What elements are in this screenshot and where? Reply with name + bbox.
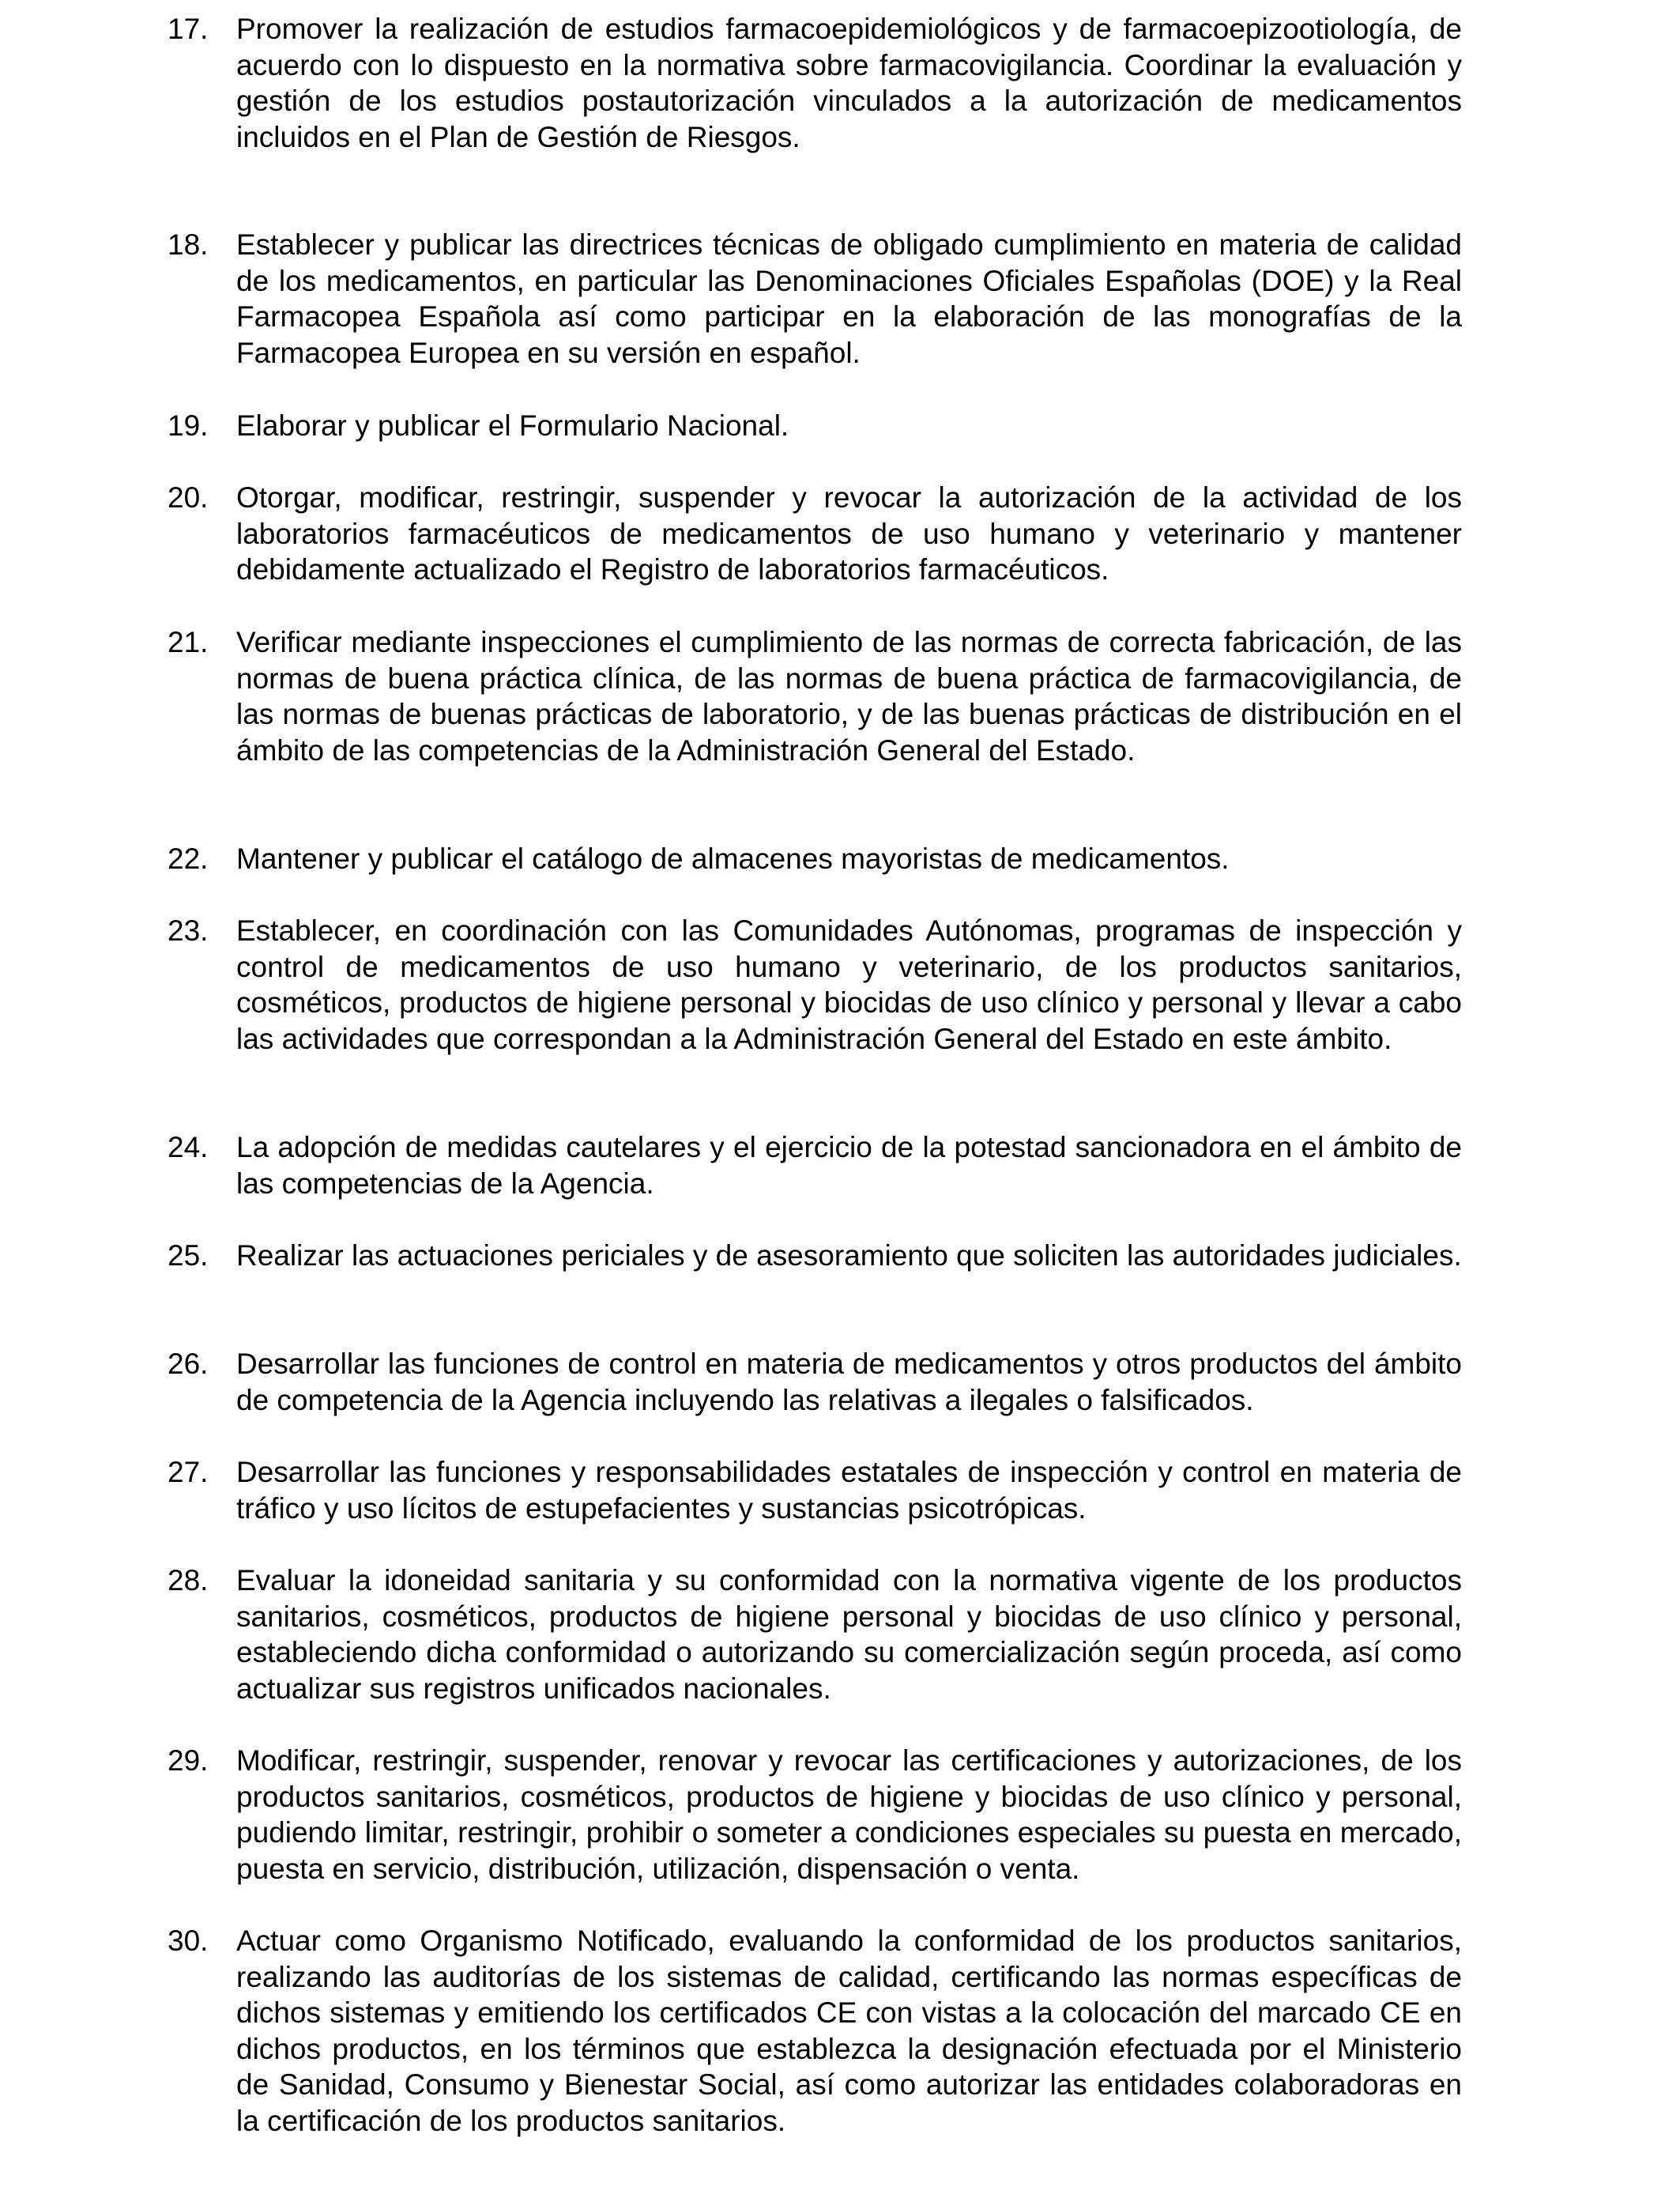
item-number: 28. <box>168 1564 209 1596</box>
item-text: Mantener y publicar el catálogo de almacenes mayoristas de medicamentos. <box>236 843 1230 875</box>
item-text: Elaborar y publicar el Formulario Nacional. <box>236 409 789 442</box>
item-text: Otorgar, modificar, restringir, suspender y revocar la autorización de la actividad de los laboratorios farmacéuticos de medicamentos de uso humano y veterinario y mantener debidamente actualizado el Registro de laboratorios farmacéuticos. <box>236 481 1462 586</box>
item-number: 17. <box>168 13 209 45</box>
item-number: 27. <box>168 1456 209 1488</box>
item-text: Realizar las actuaciones periciales y de asesoramiento que soliciten las autoridades judiciales. <box>236 1239 1462 1272</box>
item-number: 24. <box>168 1131 209 1163</box>
item-number: 18. <box>168 228 209 261</box>
item-text: La adopción de medidas cautelares y el ejercicio de la potestad sancionadora en el ámbito de las competencias de la Agencia. <box>236 1131 1462 1200</box>
item-number: 20. <box>168 481 209 514</box>
item-number: 21. <box>168 626 209 658</box>
item-text: Establecer, en coordinación con las Comunidades Autónomas, programas de inspección y control de medicamentos de uso humano y veterinario, de los productos sanitarios, cosméticos, productos de higiene personal y biocidas de uso clínico y personal y llevar a cabo las actividades que correspondan a la Administración General del Estado en este ámbito. <box>236 914 1462 1055</box>
item-text: Actuar como Organismo Notificado, evaluando la conformidad de los productos sanitarios, realizando las auditorías de los sistemas de calidad, certificando las normas específicas de dichos sistemas y emitiendo los certificados CE con vistas a la colocación del marcado CE en dichos productos, en los términos que establezca la designación efectuada por el Ministerio de Sanidad, Consumo y Bienestar Social, así como autorizar las entidades colaboradoras en la certificación de los productos sanitarios. <box>236 1924 1462 2137</box>
item-number: 26. <box>168 1348 209 1380</box>
item-number: 30. <box>168 1924 209 1957</box>
item-text: Desarrollar las funciones y responsabilidades estatales de inspección y control en materia de tráfico y uso lícitos de estupefacientes y sustancias psicotrópicas. <box>236 1456 1462 1525</box>
item-number: 22. <box>168 843 209 875</box>
item-text: Modificar, restringir, suspender, renovar y revocar las certificaciones y autorizaciones, de los productos sanitarios, cosméticos, productos de higiene y biocidas de uso clínico y personal, pudiendo limitar, restringir, prohibir o someter a condiciones especiales su puesta en mercado, puesta en servicio, distribución, utilización, dispensación o venta. <box>236 1744 1462 1885</box>
item-text: Promover la realización de estudios farmacoepidemiológicos y de farmacoepizootiología, de acuerdo con lo dispuesto en la normativa sobre farmacovigilancia. Coordinar la evaluación y gestión de los estudios postautorización vinculados a la autorización de medicamentos incluidos en el Plan de Gestión de Riesgos. <box>236 13 1462 153</box>
item-number: 29. <box>168 1744 209 1777</box>
item-number: 19. <box>168 409 209 442</box>
item-text: Desarrollar las funciones de control en materia de medicamentos y otros productos del ámbito de competencia de la Agencia incluyendo las relativas a ilegales o falsificados. <box>236 1348 1462 1416</box>
item-number: 25. <box>168 1239 209 1272</box>
item-text: Verificar mediante inspecciones el cumplimiento de las normas de correcta fabricación, de las normas de buena práctica clínica, de las normas de buena práctica de farmacovigilancia, de las normas de buenas prácticas de laboratorio, y de las buenas prácticas de distribución en el ámbito de las competencias de la Administración General del Estado. <box>236 626 1462 767</box>
item-text: Establecer y publicar las directrices técnicas de obligado cumplimiento en materia de calidad de los medicamentos, en particular las Denominaciones Oficiales Españolas (DOE) y la Real Farmacopea Española así como participar en la elaboración de las monografías de la Farmacopea Europea en su versión en español. <box>236 228 1462 369</box>
item-text: Evaluar la idoneidad sanitaria y su conformidad con la normativa vigente de los productos sanitarios, cosméticos, productos de higiene personal y biocidas de uso clínico y personal, estableciendo dicha conformidad o autorizando su comercialización según proceda, así como actualizar sus registros unificados nacionales. <box>236 1564 1462 1705</box>
item-number: 23. <box>168 914 209 947</box>
